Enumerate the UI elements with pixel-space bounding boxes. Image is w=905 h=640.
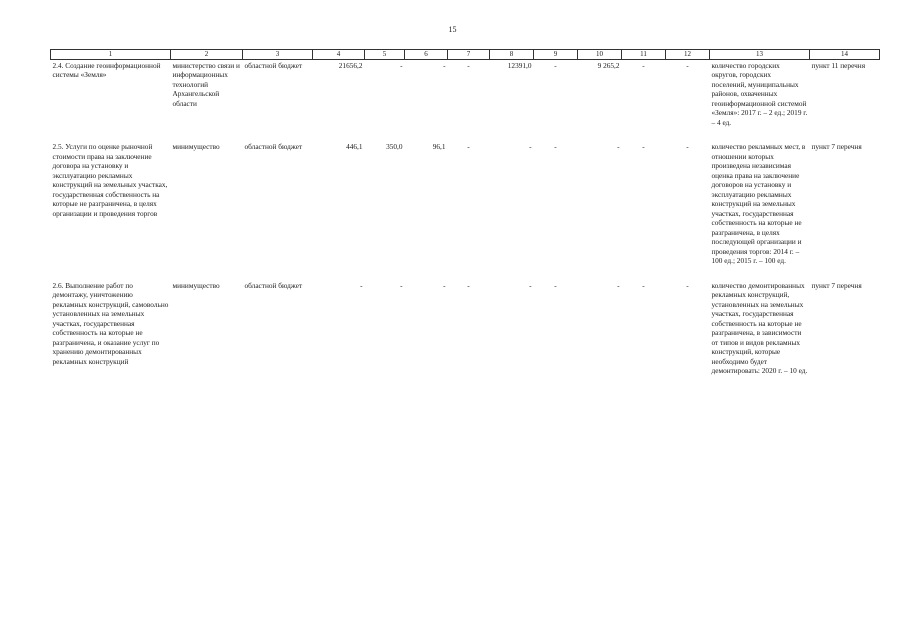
column-number-8: 8 (490, 50, 534, 60)
activity-name-cell: 2.4. Создание геоинформационной системы «Земля» (52, 61, 161, 80)
funding-source-cell: областной бюджет (244, 280, 303, 290)
amount-cell: - (617, 142, 620, 152)
amount-cell: 96,1 (432, 142, 446, 152)
amount-cell: 446,1 (346, 142, 363, 152)
column-number-10: 10 (578, 50, 622, 60)
amount-cell: - (554, 142, 557, 152)
column-number-1: 1 (51, 50, 171, 60)
reference-cell: пункт 11 перечня (811, 61, 866, 70)
activity-name-cell: 2.6. Выполнение работ по демонтажу, уничтожению рекламных конструкций, самовольно установленных на земельных участках, государственная собственность на которые не разграничена, и оказание услуг по хранению демонтированных рекламных конструкций (52, 280, 169, 366)
amount-cell: - (642, 280, 645, 290)
amount-cell: - (686, 142, 689, 152)
activity-name-cell: 2.5. Услуги по оценке рыночной стоимости права на заключение договора на установку и эксплуатацию рекламных конструкций на земельных участках, государственная собственность на которые не разграничена, в целях организации и проведения торгов (52, 142, 168, 218)
amount-cell: - (529, 280, 532, 290)
page-number: 15 (448, 25, 457, 34)
column-number-row (51, 50, 880, 60)
amount-cell: 21656,2 (338, 61, 363, 70)
column-number-13: 13 (710, 50, 810, 60)
amount-cell: - (642, 61, 645, 70)
table-row (51, 141, 880, 279)
indicator-cell: количество рекламных мест, в отношении которых произведена независимая оценка права на заключение договоров на установку и эксплуатацию рекламных конструкций на земельных участках, государственная собственность на которые не разграничена, в целях последующей организации и проведения торгов: 2014 г. – 100 ед.; 2015 г. – 100 ед. (711, 142, 806, 266)
amount-cell: - (554, 61, 557, 70)
amount-cell: - (467, 142, 470, 152)
column-number-2: 2 (171, 50, 243, 60)
amount-cell: - (443, 280, 446, 290)
amount-cell: - (400, 280, 403, 290)
amount-cell: - (400, 61, 403, 70)
responsible-executor-cell: минимущество (172, 280, 220, 290)
column-number-4: 4 (313, 50, 365, 60)
responsible-executor-cell: министерство связи и информационных технологий Архангельской области (172, 61, 240, 108)
funding-source-cell: областной бюджет (244, 61, 303, 70)
amount-cell: - (686, 280, 689, 290)
reference-cell: пункт 7 перечня (811, 142, 862, 152)
column-number-5: 5 (365, 50, 405, 60)
funding-source-cell: областной бюджет (244, 142, 303, 152)
amount-cell: 350,0 (386, 142, 403, 152)
column-number-3: 3 (243, 50, 313, 60)
column-number-7: 7 (448, 50, 490, 60)
amount-cell: - (443, 61, 446, 70)
amount-cell: - (529, 142, 532, 152)
amount-cell: 9 265,2 (597, 61, 620, 70)
amount-cell: - (467, 61, 470, 70)
amount-cell: - (617, 280, 620, 290)
amount-cell: - (554, 280, 557, 290)
column-number-9: 9 (534, 50, 578, 60)
indicator-cell: количество демонтированных рекламных конструкций, установленных на земельных участках, государственная собственность на которые не разграничена, в зависимости от типов и видов рекламных конструкций, которые необходимо будет демонтировать: 2020 г. – 10 ед. (711, 280, 808, 376)
amount-cell: - (686, 61, 689, 70)
column-number-14: 14 (810, 50, 880, 60)
amount-cell: - (467, 280, 470, 290)
table-row (51, 280, 880, 390)
column-number-6: 6 (405, 50, 448, 60)
column-number-11: 11 (622, 50, 666, 60)
indicator-cell: количество городских округов, городских поселений, муниципальных районов, охваченных геоинформационной системой «Земля»: 2017 г. – 2 ед.; 2019 г. – 4 ед. (711, 61, 808, 127)
column-number-12: 12 (666, 50, 710, 60)
amount-cell: - (642, 142, 645, 152)
program-activities-table (50, 49, 880, 390)
table-row (51, 60, 880, 142)
responsible-executor-cell: минимущество (172, 142, 220, 152)
amount-cell: - (360, 280, 363, 290)
reference-cell: пункт 7 перечня (811, 280, 862, 290)
amount-cell: 12391,0 (507, 61, 532, 70)
